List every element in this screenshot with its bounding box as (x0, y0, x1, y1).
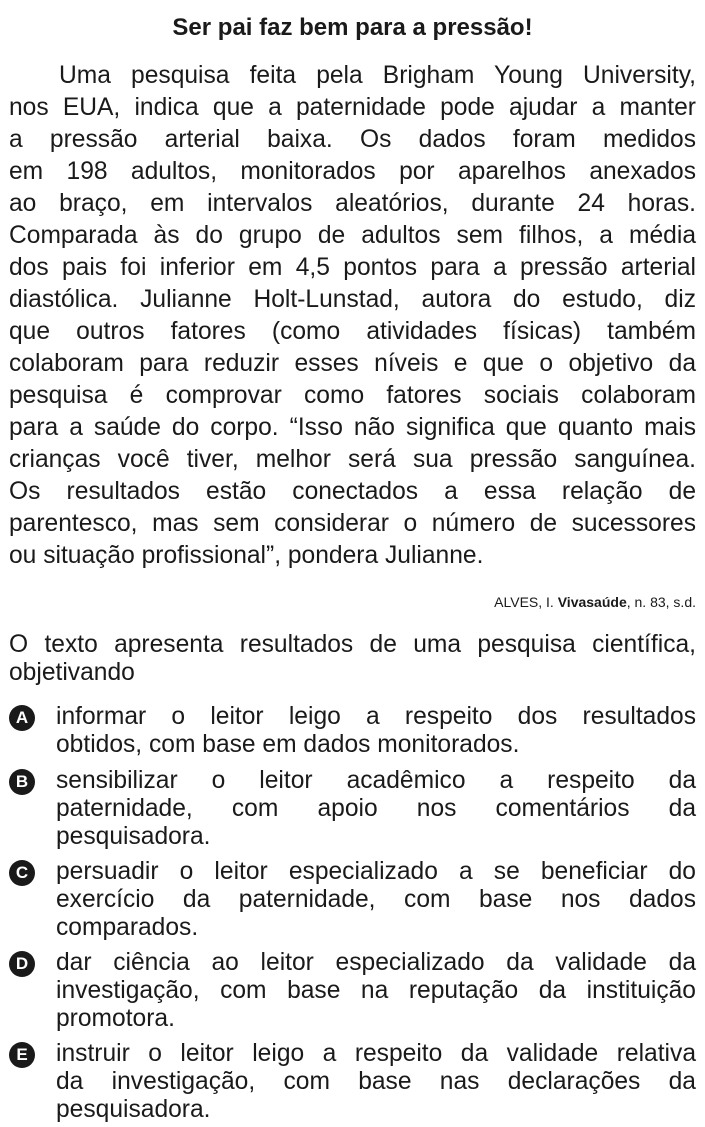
paragraph-line: para a saúde do corpo. “Isso não significa que quanto mais (9, 414, 696, 441)
option-text-line: paternidade, com apoio nos comentários da (56, 795, 696, 822)
source-details: , n. 83, s.d. (626, 594, 696, 610)
option-text-line: investigação, com base na reputação da instituição (56, 977, 696, 1004)
option-text-line: comparados. (56, 914, 199, 941)
source-citation (494, 593, 696, 611)
article-title: Ser pai faz bem para a pressão! (172, 14, 533, 41)
option-letter-badge: C (9, 860, 35, 886)
paragraph-line: Comparada às do grupo de adultos sem filhos, a média (9, 222, 696, 249)
paragraph-line: dos pais foi inferior em 4,5 pontos para a pressão arterial (9, 254, 696, 281)
option-text-line: promotora. (56, 1005, 175, 1032)
paragraph-line: pesquisa é comprovar como fatores sociais colaboram (9, 382, 696, 409)
paragraph-line: ou situação profissional”, pondera Julianne. (9, 542, 484, 569)
source-publication: Vivasaúde (557, 594, 627, 610)
option-text-line: pesquisadora. (56, 823, 211, 850)
paragraph-line: diastólica. Julianne Holt-Lunstad, autora do estudo, diz (9, 286, 696, 313)
paragraph-line: colaboram para reduzir esses níveis e que o objetivo da (9, 350, 696, 377)
paragraph-line: crianças você tiver, melhor será sua pressão sanguínea. (9, 446, 696, 473)
option-text-line: informar o leitor leigo a respeito dos resultados (56, 703, 696, 730)
option-letter-badge: A (9, 705, 35, 731)
option-letter-badge: E (9, 1042, 35, 1068)
paragraph-line: Os resultados estão conectados a essa relação de (9, 478, 696, 505)
option-letter-badge: D (9, 951, 35, 977)
paragraph-line: a pressão arterial baixa. Os dados foram medidos (9, 126, 696, 153)
paragraph-line: em 198 adultos, monitorados por aparelhos anexados (9, 158, 696, 185)
paragraph-line: parentesco, mas sem considerar o número de sucessores (9, 510, 696, 537)
paragraph-line: que outros fatores (como atividades físicas) também (9, 318, 696, 345)
option-letter-badge: B (9, 769, 35, 795)
source-author: ALVES, I. (494, 594, 554, 610)
option-text-line: instruir o leitor leigo a respeito da validade relativa (56, 1040, 696, 1067)
option-text-line: exercício da paternidade, com base nos dados (56, 886, 696, 913)
paragraph-line: nos EUA, indica que a paternidade pode ajudar a manter (9, 94, 696, 121)
question-line: objetivando (9, 659, 135, 686)
option-text-line: sensibilizar o leitor acadêmico a respeito da (56, 767, 696, 794)
paragraph-line: ao braço, em intervalos aleatórios, durante 24 horas. (9, 190, 696, 217)
option-text-line: dar ciência ao leitor especializado da validade da (56, 949, 696, 976)
paragraph-line: Uma pesquisa feita pela Brigham Young University, (59, 62, 696, 89)
question-line: O texto apresenta resultados de uma pesquisa científica, (9, 631, 696, 658)
option-text-line: obtidos, com base em dados monitorados. (56, 731, 520, 758)
option-text-line: pesquisadora. (56, 1096, 211, 1123)
option-text-line: persuadir o leitor especializado a se beneficiar do (56, 858, 696, 885)
option-text-line: da investigação, com base nas declarações da (56, 1068, 696, 1095)
